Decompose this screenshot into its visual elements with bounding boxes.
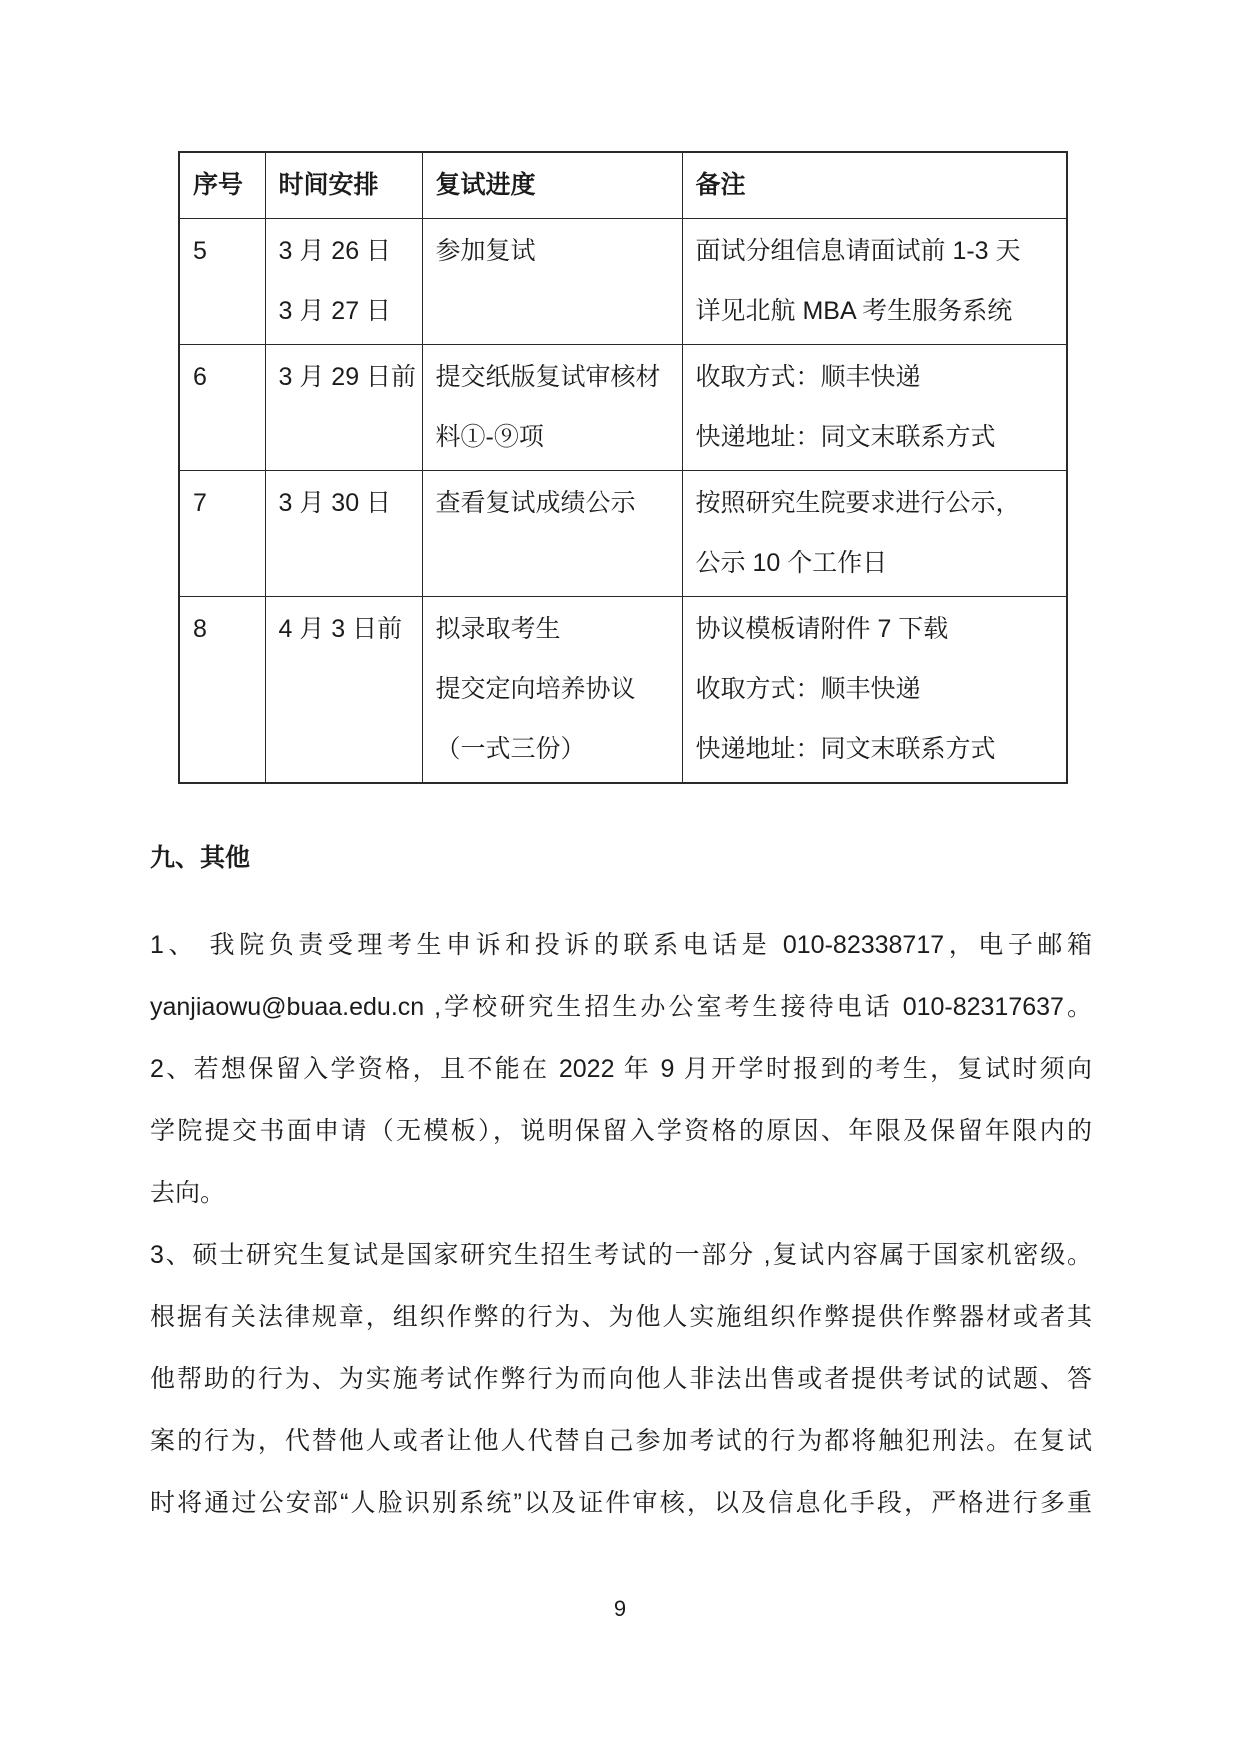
header-cell-no: 序号 xyxy=(179,152,265,219)
cell-line: 公示 10 个工作日 xyxy=(695,549,888,577)
cell-notes xyxy=(682,219,1067,345)
page-number: 9 xyxy=(613,1596,627,1621)
table-header-row xyxy=(179,152,1067,219)
table-row xyxy=(179,597,1067,784)
cell-no xyxy=(179,345,265,471)
text-line: 案的行为，代替他人或者让他人代替自己参加考试的行为都将触犯刑法。在复试 xyxy=(150,1427,1092,1455)
cell-line: 5 xyxy=(193,237,207,265)
cell-line: 查看复试成绩公示 xyxy=(435,489,636,517)
text-line: 根据有关法律规章，组织作弊的行为、为他人实施组织作弊提供作弊器材或者其 xyxy=(150,1303,1092,1331)
cell-line: 按照研究生院要求进行公示， xyxy=(695,489,1021,517)
cell-line: 料①-⑨项 xyxy=(435,423,544,451)
text-line: yanjiaowu@buaa.edu.cn ,学校研究生招生办公室考生接待电话 010-82317637。 xyxy=(150,993,1092,1021)
cell-no xyxy=(179,471,265,597)
cell-line: 提交纸版复试审核材 xyxy=(435,363,661,391)
cell-time xyxy=(265,219,422,345)
text-line: 他帮助的行为、为实施考试作弊行为而向他人非法出售或者提供考试的试题、答 xyxy=(150,1365,1092,1393)
header-cell-notes: 备注 xyxy=(682,152,1067,219)
text-line: 3、硕士研究生复试是国家研究生招生考试的一部分 ,复试内容属于国家机密级。 xyxy=(150,1241,1092,1269)
cell-notes xyxy=(682,345,1067,471)
cell-progress xyxy=(422,597,682,784)
section-heading: 九、其他 xyxy=(150,844,251,872)
cell-time xyxy=(265,471,422,597)
cell-line: 3 月 30 日 xyxy=(278,489,392,517)
cell-line: 3 月 26 日 xyxy=(278,237,392,265)
text-line: 时将通过公安部“人脸识别系统”以及证件审核，以及信息化手段，严格进行多重 xyxy=(150,1489,1092,1517)
cell-notes xyxy=(682,471,1067,597)
cell-line: 拟录取考生 xyxy=(435,615,561,643)
cell-line: 8 xyxy=(193,615,207,643)
cell-notes xyxy=(682,597,1067,784)
cell-line: （一式三份） xyxy=(435,735,586,763)
schedule-table xyxy=(178,151,1068,784)
cell-line: 3 月 27 日 xyxy=(278,297,392,325)
cell-line: 详见北航 MBA 考生服务系统 xyxy=(695,297,1013,325)
text-line: 学院提交书面申请（无模板），说明保留入学资格的原因、年限及保留年限内的 xyxy=(150,1117,1092,1145)
table-row xyxy=(179,345,1067,471)
cell-line: 3 月 29 日前 xyxy=(278,363,417,391)
table-row xyxy=(179,471,1067,597)
cell-line: 快递地址：同文末联系方式 xyxy=(695,735,996,763)
cell-time xyxy=(265,597,422,784)
cell-line: 快递地址：同文末联系方式 xyxy=(695,423,996,451)
cell-line: 收取方式：顺丰快递 xyxy=(695,363,921,391)
cell-line: 参加复试 xyxy=(435,237,536,265)
cell-progress xyxy=(422,345,682,471)
cell-time xyxy=(265,345,422,471)
text-line: 去向。 xyxy=(150,1179,226,1207)
schedule-table-container xyxy=(178,151,1066,784)
cell-no xyxy=(179,219,265,345)
header-cell-progress: 复试进度 xyxy=(422,152,682,219)
cell-no xyxy=(179,597,265,784)
text-line: 1、 我院负责受理考生申诉和投诉的联系电话是 010-82338717，电子邮箱 xyxy=(150,931,1092,959)
header-cell-time: 时间安排 xyxy=(265,152,422,219)
cell-progress xyxy=(422,471,682,597)
cell-line: 提交定向培养协议 xyxy=(435,675,636,703)
cell-progress xyxy=(422,219,682,345)
cell-line: 6 xyxy=(193,363,207,391)
cell-line: 协议模板请附件 7 下载 xyxy=(695,615,949,643)
cell-line: 7 xyxy=(193,489,207,517)
cell-line: 收取方式：顺丰快递 xyxy=(695,675,921,703)
body-text xyxy=(150,914,1092,1534)
cell-line: 4 月 3 日前 xyxy=(278,615,403,643)
cell-line: 面试分组信息请面试前 1-3 天 xyxy=(695,237,1021,265)
text-line: 2、若想保留入学资格，且不能在 2022 年 9 月开学时报到的考生，复试时须向 xyxy=(150,1055,1092,1083)
table-row xyxy=(179,219,1067,345)
